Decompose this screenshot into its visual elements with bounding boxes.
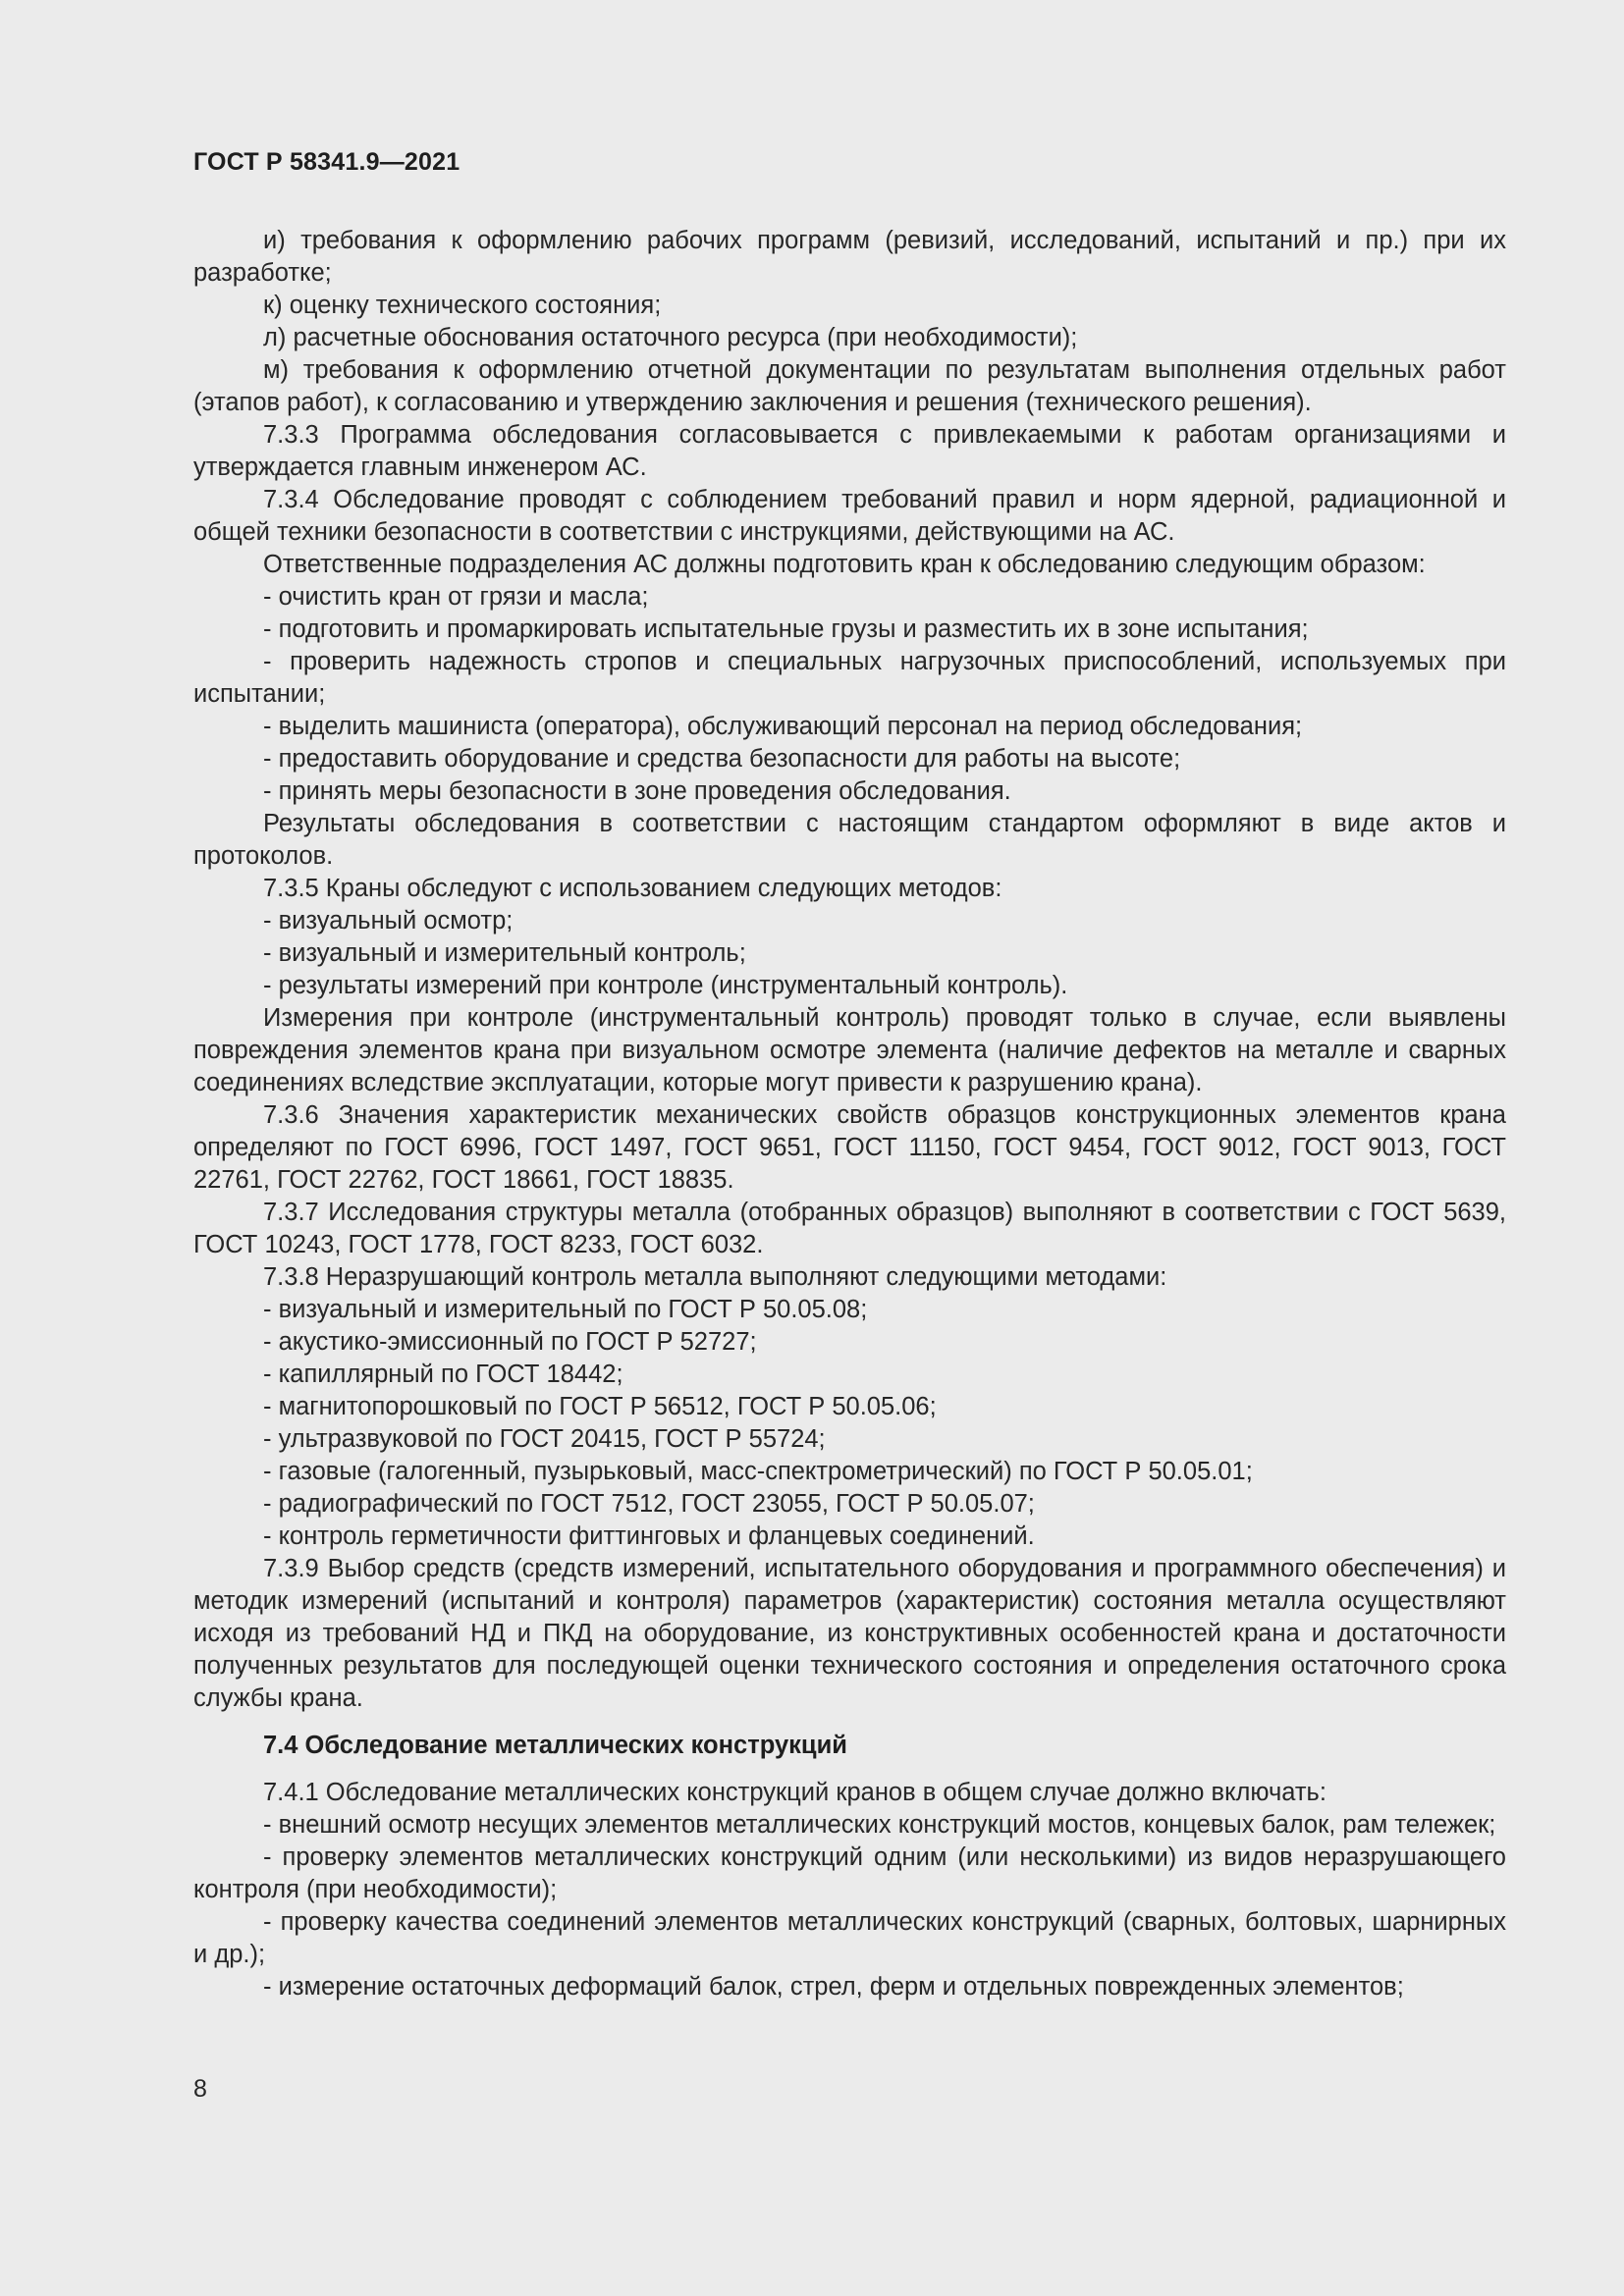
paragraph: м) требования к оформлению отчетной документации по результатам выполнения отдельных работ (этапов работ), к согласованию и утверждению заключения и решения (технического решения). xyxy=(193,356,1506,416)
list-item: - радиографический по ГОСТ 7512, ГОСТ 23055, ГОСТ Р 50.05.07; xyxy=(263,1490,1035,1518)
paragraph: 7.3.4 Обследование проводят с соблюдением требований правил и норм ядерной, радиационной и общей техники безопасности в соответствии с инструкциями, действующими на АС. xyxy=(193,486,1506,546)
list-item: - очистить кран от грязи и масла; xyxy=(263,583,649,611)
paragraph: к) оценку технического состояния; xyxy=(263,292,662,319)
paragraph: 7.3.5 Краны обследуют с использованием следующих методов: xyxy=(263,875,1002,902)
list-item: - результаты измерений при контроле (инструментальный контроль). xyxy=(263,972,1068,999)
list-item: - выделить машиниста (оператора), обслуживающий персонал на период обследования; xyxy=(263,713,1303,740)
paragraph: Результаты обследования в соответствии с настоящим стандартом оформляют в виде актов и протоколов. xyxy=(193,810,1506,870)
paragraph: 7.3.6 Значения характеристик механических свойств образцов конструкционных элементов крана определяют по ГОСТ 6996, ГОСТ 1497, ГОСТ 9651, ГОСТ 11150, ГОСТ 9454, ГОСТ 9012, ГОСТ 9013, ГОСТ 22761, ГОСТ 22762, ГОСТ 18661, ГОСТ 18835. xyxy=(193,1101,1506,1194)
list-item: - газовые (галогенный, пузырьковый, масс-спектрометрический) по ГОСТ Р 50.05.01; xyxy=(263,1458,1253,1485)
section-heading: 7.4 Обследование металлических конструкций xyxy=(263,1732,847,1759)
list-item: - контроль герметичности фиттинговых и фланцевых соединений. xyxy=(263,1522,1035,1550)
list-item: - внешний осмотр несущих элементов металлических конструкций мостов, концевых балок, рам тележек; xyxy=(263,1811,1496,1839)
paragraph: и) требования к оформлению рабочих программ (ревизий, исследований, испытаний и пр.) при их разработке; xyxy=(193,227,1506,287)
list-item: - проверить надежность стропов и специальных нагрузочных приспособлений, используемых при испытании; xyxy=(193,648,1506,708)
list-item: - проверку качества соединений элементов металлических конструкций (сварных, болтовых, шарнирных и др.); xyxy=(193,1908,1506,1968)
list-item: - принять меры безопасности в зоне проведения обследования. xyxy=(263,777,1011,805)
paragraph: Измерения при контроле (инструментальный контроль) проводят только в случае, если выявлены повреждения элементов крана при визуальном осмотре элемента (наличие дефектов на металле и сварных соединениях вследствие эксплуатации, которые могут привести к разрушению крана). xyxy=(193,1004,1506,1096)
list-item: - ультразвуковой по ГОСТ 20415, ГОСТ Р 55724; xyxy=(263,1425,826,1453)
paragraph: 7.4.1 Обследование металлических конструкций кранов в общем случае должно включать: xyxy=(263,1779,1326,1806)
paragraph: 7.3.9 Выбор средств (средств измерений, испытательного оборудования и программного обеспечения) и методик измерений (испытаний и контроля) параметров (характеристик) состояния металла осуществляют исходя из требований НД и ПКД на оборудование, из конструктивных особенностей крана и достаточности полученных результатов для последующей оценки технического состояния и определения остаточного срока службы крана. xyxy=(193,1555,1506,1712)
list-item: - капиллярный по ГОСТ 18442; xyxy=(263,1361,623,1388)
list-item: - предоставить оборудование и средства безопасности для работы на высоте; xyxy=(263,745,1181,773)
list-item: - измерение остаточных деформаций балок, стрел, ферм и отдельных поврежденных элементов; xyxy=(263,1973,1404,2001)
paragraph: Ответственные подразделения АС должны подготовить кран к обследованию следующим образом: xyxy=(263,551,1426,578)
list-item: - проверку элементов металлических конструкций одним (или несколькими) из видов неразрушающего контроля (при необходимости); xyxy=(193,1843,1506,1903)
list-item: - визуальный и измерительный контроль; xyxy=(263,939,746,967)
list-item: - акустико-эмиссионный по ГОСТ Р 52727; xyxy=(263,1328,757,1356)
paragraph: 7.3.8 Неразрушающий контроль металла выполняют следующими методами: xyxy=(263,1263,1167,1291)
list-item: - магнитопорошковый по ГОСТ Р 56512, ГОСТ Р 50.05.06; xyxy=(263,1393,937,1420)
page-number: 8 xyxy=(193,2075,207,2103)
list-item: - визуальный и измерительный по ГОСТ Р 50.05.08; xyxy=(263,1296,868,1323)
list-item: - визуальный осмотр; xyxy=(263,907,514,934)
document-body xyxy=(193,225,1506,2003)
paragraph: 7.3.3 Программа обследования согласовывается с привлекаемыми к работам организациями и утверждается главным инженером АС. xyxy=(193,421,1506,481)
document-header: ГОСТ Р 58341.9—2021 xyxy=(193,148,460,176)
paragraph: 7.3.7 Исследования структуры металла (отобранных образцов) выполняют в соответствии с ГОСТ 5639, ГОСТ 10243, ГОСТ 1778, ГОСТ 8233, ГОСТ 6032. xyxy=(193,1199,1506,1258)
list-item: - подготовить и промаркировать испытательные грузы и разместить их в зоне испытания; xyxy=(263,615,1309,643)
paragraph: л) расчетные обоснования остаточного ресурса (при необходимости); xyxy=(263,324,1078,351)
